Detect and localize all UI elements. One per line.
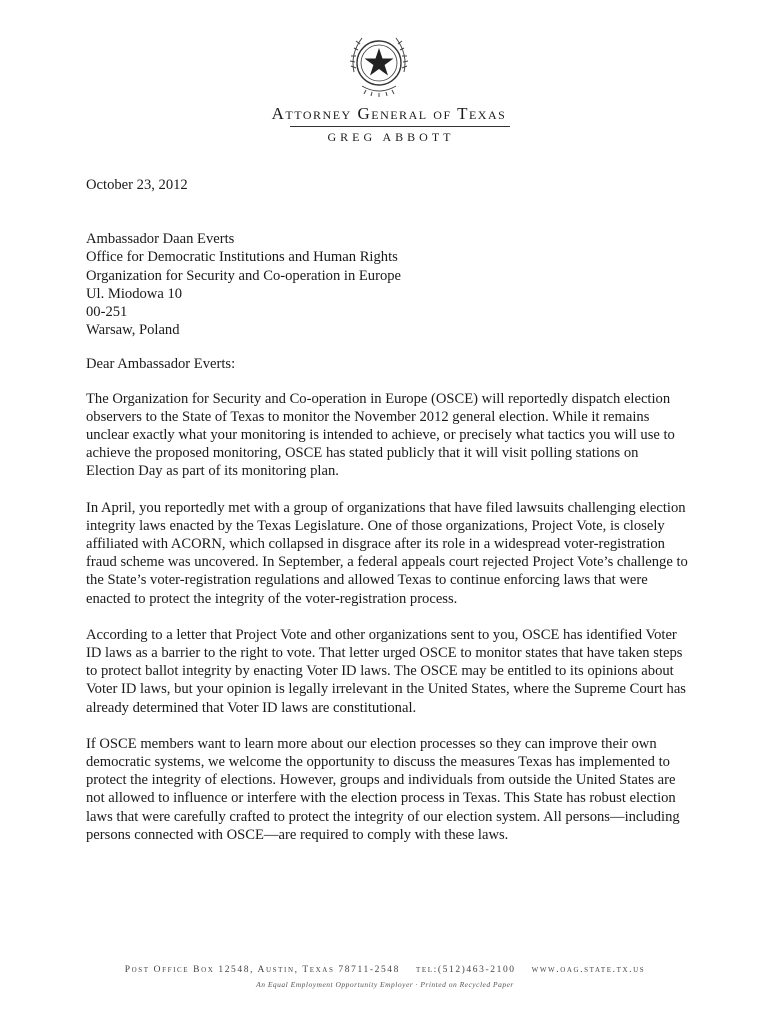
- address-line: 00-251: [86, 304, 128, 321]
- letterhead-name: GREG ABBOTT: [327, 130, 455, 144]
- letterhead-title: Attorney General of Texas: [271, 104, 507, 123]
- address-line: Warsaw, Poland: [86, 322, 180, 339]
- body-paragraph: According to a letter that Project Vote and other organizations sent to you, OSCE has identified Voter ID laws as a barrier to the right to vote. That letter urged OSCE to monitor states that have taken steps to protect ballot integrity by enacting Voter ID laws. The OSCE may be entitled to its opinions about Voter ID laws, but your opinion is legally irrelevant in the United States, where the Supreme Court has already determined that Voter ID laws are constitutional.: [86, 626, 686, 716]
- footer-contact: [0, 965, 770, 975]
- body-paragraph: If OSCE members want to learn more about our election processes so they can improve their own democratic systems, we welcome the opportunity to discuss the measures Texas has implemented to protect the integrity of elections. However, groups and individuals from outside the United States are not allowed to influence or interfere with the election process in Texas. This State has robust election laws that were carefully crafted to protect the integrity of our election system. All persons—including persons connected with OSCE—are required to comply with these laws.: [86, 735, 680, 843]
- address-line: Organization for Security and Co-operation in Europe: [86, 267, 402, 284]
- footer-phone: tel:(512)463-2100: [415, 965, 516, 975]
- body-paragraph: In April, you reportedly met with a group of organizations that have filed lawsuits challenging election integrity laws enacted by the Texas Legislature. One of those organizations, Project Vote, is closely affiliated with ACORN, which collapsed in disgrace after its role in a widespread voter-registration fraud scheme was uncovered. In September, a federal appeals court rejected Project Vote’s challenge to the State’s voter-registration regulations and allowed Texas to continue enforcing laws that were enacted to protect the integrity of the voter-registration process.: [86, 499, 688, 607]
- texas-star-seal-icon: [340, 24, 418, 102]
- salutation: Dear Ambassador Everts:: [86, 356, 236, 373]
- footer-website: www.oag.state.tx.us: [531, 965, 646, 975]
- letter-date: October 23, 2012: [86, 177, 188, 193]
- body-paragraph: The Organization for Security and Co-operation in Europe (OSCE) will reportedly dispatch election observers to the State of Texas to monitor the November 2012 general election. While it remains unclear exactly what your monitoring is intended to achieve, or precisely what tactics you will use to achieve the proposed monitoring, OSCE has stated publicly that it will visit polling stations on Election Day as part of its monitoring plan.: [86, 390, 675, 480]
- address-line: Ul. Miodowa 10: [86, 285, 183, 302]
- address-line: Office for Democratic Institutions and Human Rights: [86, 249, 398, 266]
- footer-address: Post Office Box 12548, Austin, Texas 78711-2548: [124, 965, 400, 975]
- letterhead-divider: [290, 126, 510, 127]
- letter-body: [86, 176, 690, 862]
- footer-tagline: An Equal Employment Opportunity Employer · Printed on Recycled Paper: [256, 980, 514, 989]
- address-line: Ambassador Daan Everts: [86, 231, 235, 248]
- recipient-address: [86, 230, 690, 339]
